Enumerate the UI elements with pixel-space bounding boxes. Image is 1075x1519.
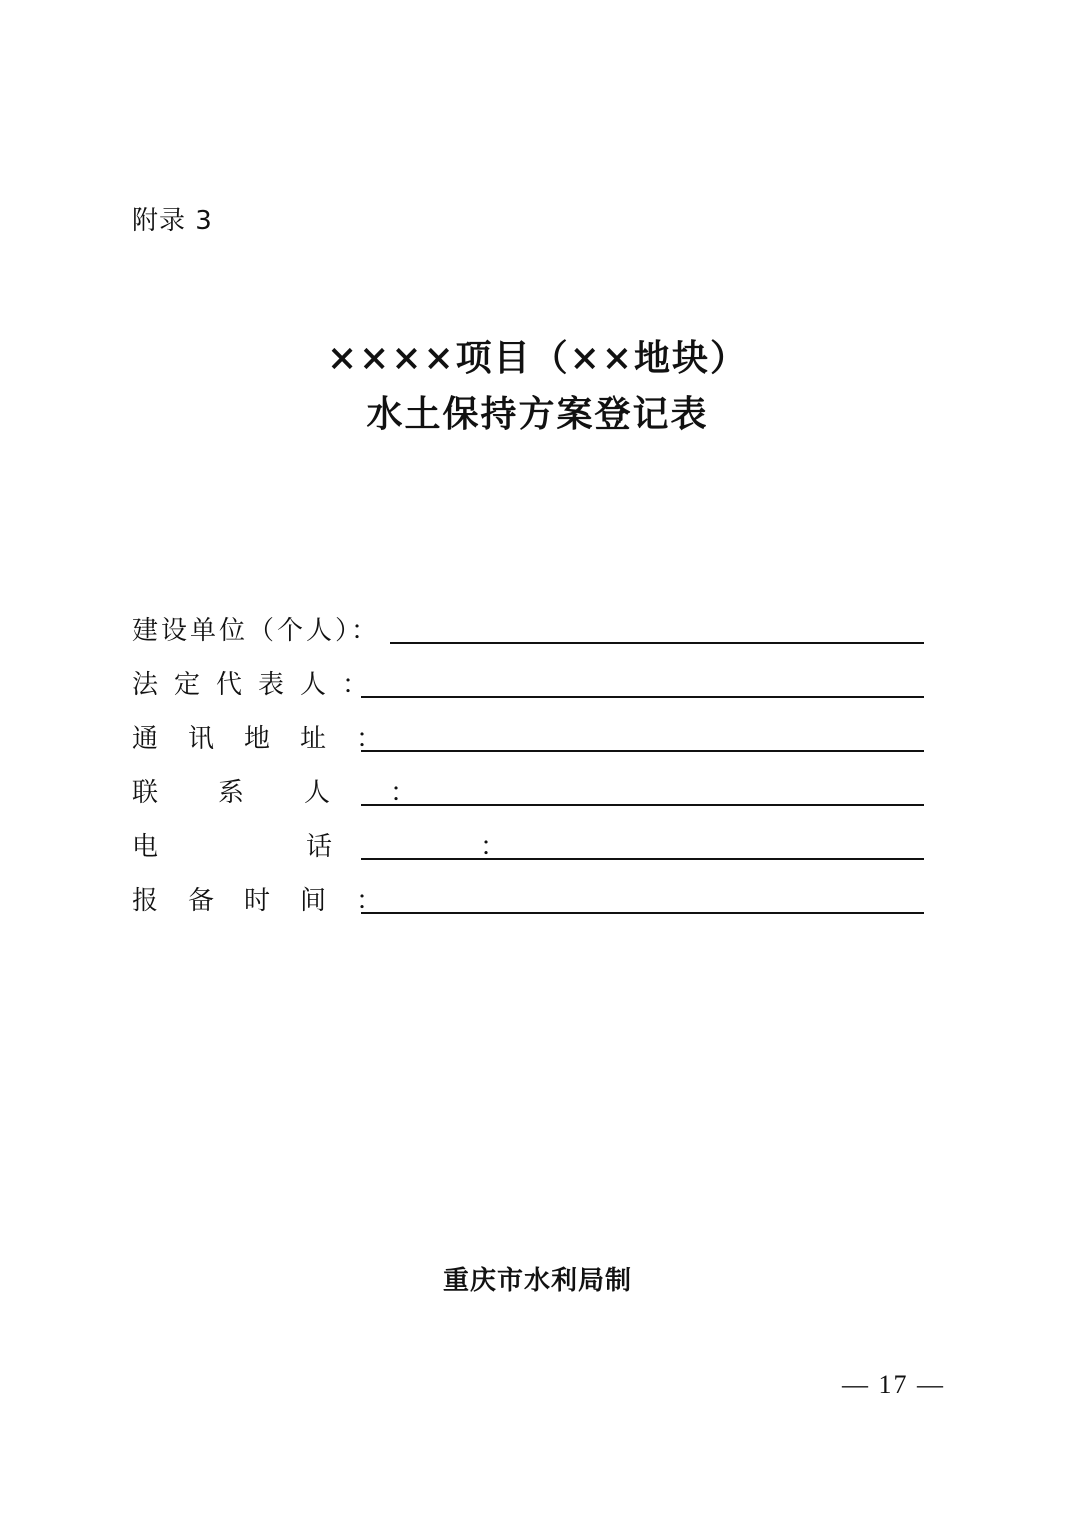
builder-label: 建设单位（个人）： — [132, 616, 381, 646]
address-label: 通讯地址： — [132, 724, 413, 754]
filing-time-fill-line[interactable] — [361, 912, 924, 914]
legal-rep-label: 法定代表人： — [132, 670, 385, 700]
form-row-phone — [132, 820, 932, 874]
appendix-label: 附录 3 — [132, 206, 213, 236]
contact-label: 联系人： — [132, 778, 477, 808]
form-row-legal-rep — [132, 658, 932, 712]
issuer-text: 重庆市水利局制 — [442, 1266, 632, 1296]
phone-fill-line[interactable] — [361, 858, 924, 860]
legal-rep-fill-line[interactable] — [361, 696, 924, 698]
builder-fill-line[interactable] — [390, 642, 924, 644]
phone-label: 电话： — [132, 832, 655, 862]
form-row-filing-time — [132, 874, 932, 928]
form-row-builder — [132, 604, 932, 658]
address-fill-line[interactable] — [361, 750, 924, 752]
filing-time-label: 报备时间： — [132, 886, 413, 916]
form-row-address — [132, 712, 932, 766]
page-number: — 17 — — [842, 1370, 945, 1399]
title-line-project: ××××项目（××地块） — [327, 337, 748, 379]
document-title — [0, 330, 1075, 442]
form-row-contact — [132, 766, 932, 820]
contact-fill-line[interactable] — [361, 804, 924, 806]
registration-form — [132, 604, 932, 928]
title-line-form-name: 水土保持方案登记表 — [366, 393, 709, 435]
